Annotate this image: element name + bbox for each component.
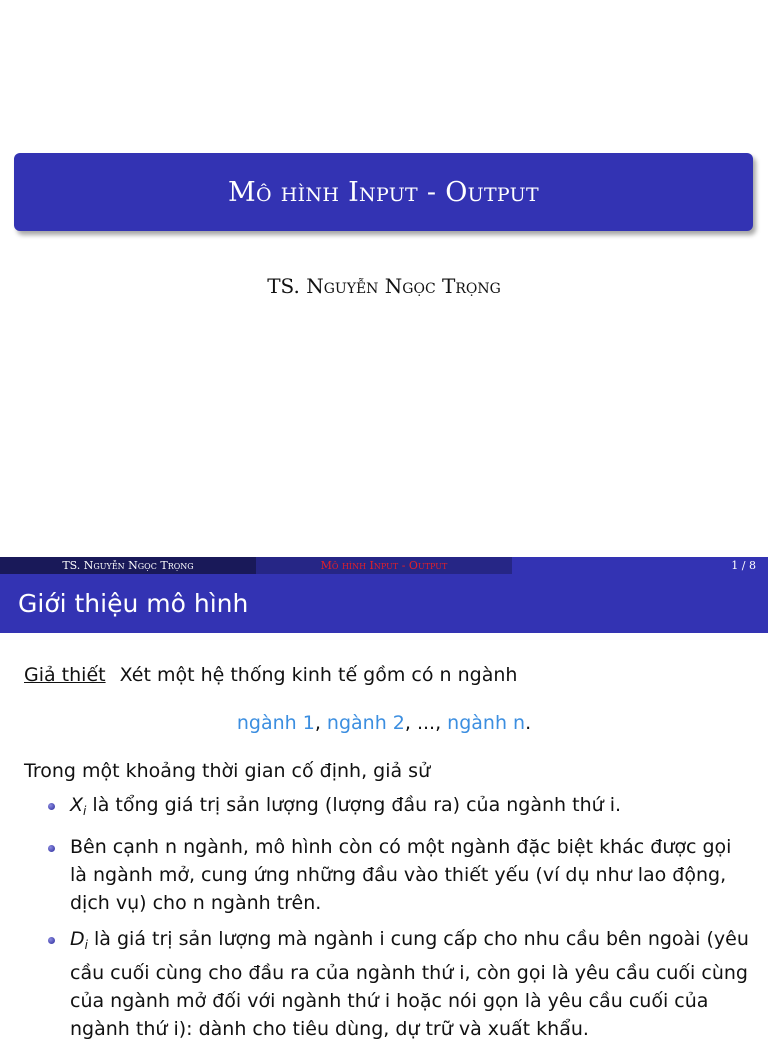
footline <box>0 557 768 574</box>
list-item <box>24 791 754 825</box>
assumption-label: Giả thiết <box>24 664 106 686</box>
bullet-3-text: là giá trị sản lượng mà ngành i cung cấp cho nhu cầu bên ngoài (yêu cầu cuối cùng cho đầu ra của ngành thứ i, còn gọi là yêu cầu cuối cùng của ngành mở đối với ngành thứ i hoặc nói gọn là yêu cầu cuối của ngành thứ i): dành cho tiêu dùng, dự trữ và xuất khẩu. <box>70 928 749 1040</box>
assumption-line <box>24 661 517 689</box>
industry-1-link[interactable]: ngành 1 <box>236 712 315 734</box>
subscript-i: i <box>84 938 88 952</box>
author-name: TS. Nguyễn Ngọc Trọng <box>267 274 501 298</box>
footline-author: TS. Nguyễn Ngọc Trọng <box>0 557 256 574</box>
bullet-1-text: là tổng giá trị sản lượng (lượng đầu ra) của ngành thứ i. <box>86 794 622 816</box>
footline-title: Mô hình Input - Output <box>256 557 512 574</box>
assumption-text: Xét một hệ thống kinh tế gồm có n ngành <box>119 664 518 686</box>
industry-2-link[interactable]: ngành 2 <box>326 712 405 734</box>
variable-d: D <box>70 928 85 950</box>
frame-title: Giới thiệu mô hình <box>0 574 768 633</box>
industries-comma: , <box>314 712 327 734</box>
list-item <box>24 833 754 917</box>
presentation-title: Mô hình Input - Output <box>228 176 539 208</box>
list-item <box>24 925 754 1043</box>
period-text: Trong một khoảng thời gian cố định, giả sử <box>24 760 431 782</box>
bullet-icon <box>48 803 55 810</box>
bullet-icon <box>48 845 55 852</box>
industries-separator: , ..., <box>404 712 448 734</box>
industry-n-link[interactable]: ngành n <box>447 712 526 734</box>
industries-list <box>24 709 744 737</box>
bullet-2-text: Bên cạnh n ngành, mô hình còn có một ngành đặc biệt khác được gọi là ngành mở, cung ứng những đầu vào thiết yếu (ví dụ như lao động, dịch vụ) cho n ngành trên. <box>70 836 732 914</box>
bullet-icon <box>48 937 55 944</box>
subscript-i: i <box>83 804 87 818</box>
title-box <box>14 153 753 231</box>
industries-end: . <box>525 712 532 734</box>
footline-page-number: 1 / 8 <box>512 557 768 574</box>
bullet-list <box>24 791 754 1051</box>
variable-x: X <box>70 794 84 816</box>
